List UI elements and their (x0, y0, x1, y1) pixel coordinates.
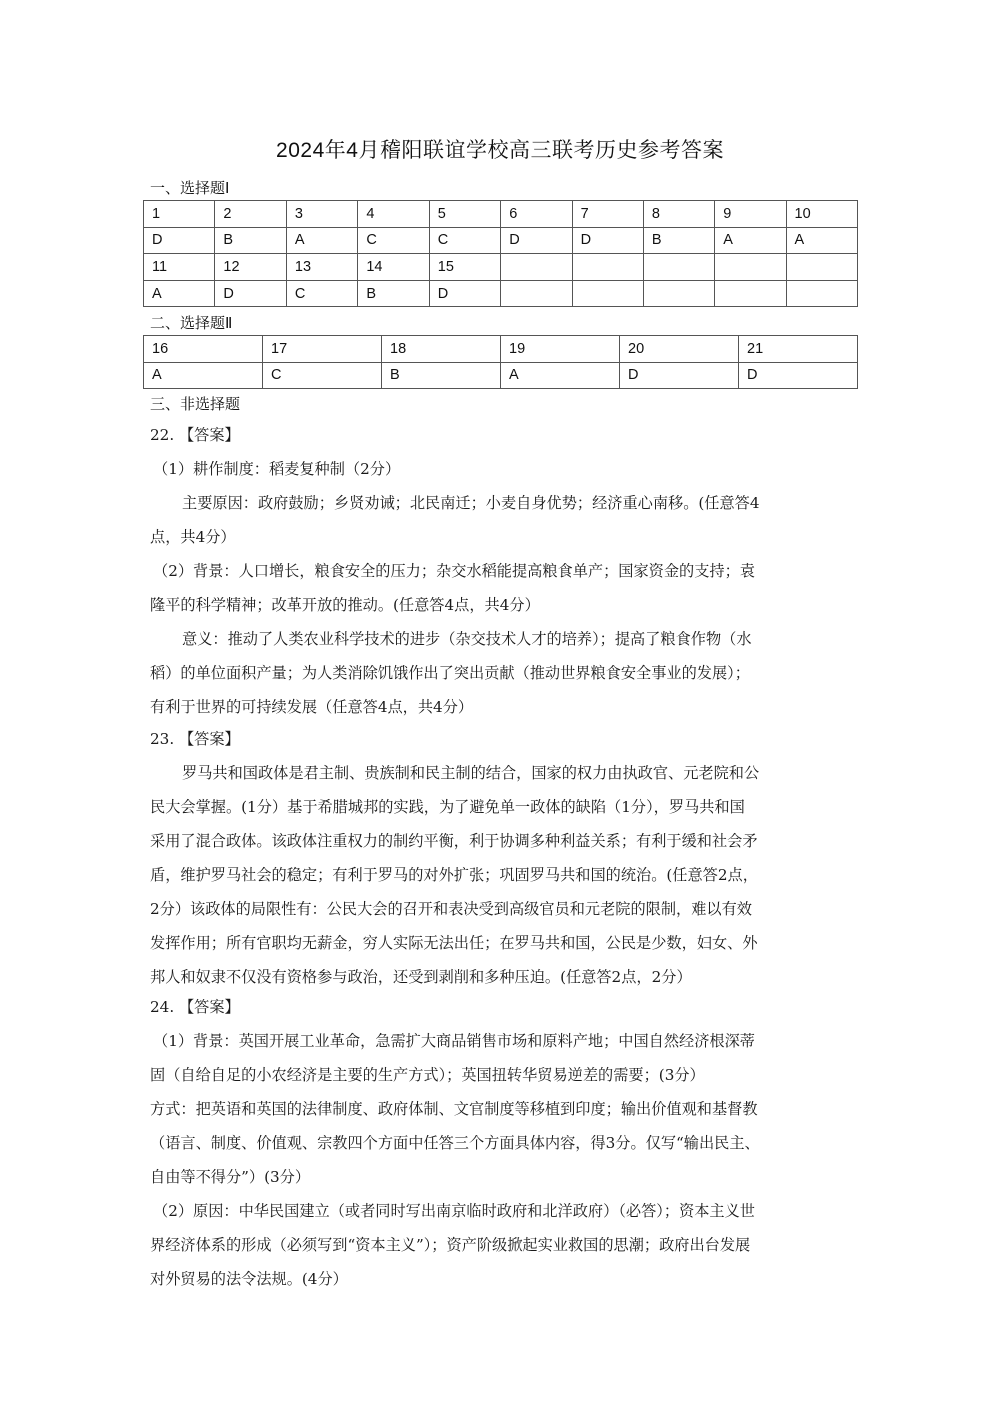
answer-cell (643, 280, 714, 307)
answer-cell: D (501, 227, 572, 254)
answer-cell (786, 280, 857, 307)
question-number-cell: 10 (786, 201, 857, 228)
answer-cell: D (620, 362, 739, 389)
question-number-cell (786, 254, 857, 281)
answer-cell: C (358, 227, 429, 254)
section-heading-non-choice: 三、非选择题 (150, 395, 241, 413)
answer-line: 采用了混合政体。该政体注重权力的制约平衡，利于协调多种利益关系；有利于缓和社会矛 (150, 832, 758, 850)
answer-cell: A (286, 227, 357, 254)
question-number-cell: 18 (382, 336, 501, 363)
answer-cell: C (263, 362, 382, 389)
question-number-cell (572, 254, 643, 281)
question-22-label: 22. 【答案】 (150, 426, 240, 444)
answer-line: 主要原因：政府鼓励；乡贤劝诫；北民南迁；小麦自身优势；经济重心南移。(任意答4 (182, 494, 760, 512)
answer-table-choice-2 (143, 335, 858, 389)
answer-line: （1）耕作制度：稻麦复种制（2分） (153, 460, 401, 478)
question-number-cell: 9 (715, 201, 786, 228)
question-23-label: 23. 【答案】 (150, 730, 240, 748)
answer-row (144, 280, 858, 307)
question-number-cell: 16 (144, 336, 263, 363)
answer-row (144, 362, 858, 389)
answer-line: 有利于世界的可持续发展（任意答4点，共4分） (150, 698, 474, 716)
question-number-cell: 4 (358, 201, 429, 228)
answer-line: 自由等不得分”）(3分） (150, 1168, 311, 1186)
section-heading-choice-2: 二、选择题Ⅱ (150, 314, 233, 332)
answer-cell: A (501, 362, 620, 389)
answer-cell: B (358, 280, 429, 307)
answer-line: 罗马共和国政体是君主制、贵族制和民主制的结合，国家的权力由执政官、元老院和公 (182, 764, 760, 782)
question-number-cell: 8 (643, 201, 714, 228)
answer-line: 意义：推动了人类农业科学技术的进步（杂交技术人才的培养）；提高了粮食作物（水 (182, 630, 752, 648)
question-number-cell: 19 (501, 336, 620, 363)
answer-line: 邦人和奴隶不仅没有资格参与政治，还受到剥削和多种压迫。(任意答2点，2分） (150, 968, 692, 986)
question-number-cell: 12 (215, 254, 286, 281)
section-heading-choice-1: 一、选择题Ⅰ (150, 179, 230, 197)
question-number-cell (715, 254, 786, 281)
question-22 (150, 418, 862, 724)
answer-line: 2分）该政体的局限性有：公民大会的召开和表决受到高级官员和元老院的限制，难以有效 (150, 900, 752, 918)
answer-line: 发挥作用；所有官职均无薪金，穷人实际无法出任；在罗马共和国，公民是少数，妇女、外 (150, 934, 758, 952)
question-number-cell: 17 (263, 336, 382, 363)
answer-line: 民大会掌握。(1分）基于希腊城邦的实践，为了避免单一政体的缺陷（1分），罗马共和国 (150, 798, 745, 816)
answer-cell: B (215, 227, 286, 254)
answer-line: 对外贸易的法令法规。(4分） (150, 1270, 348, 1288)
question-number-cell: 3 (286, 201, 357, 228)
answer-line: 稻）的单位面积产量；为人类消除饥饿作出了突出贡献（推动世界粮食安全事业的发展）； (150, 664, 750, 682)
answer-cell (715, 280, 786, 307)
answer-cell: B (382, 362, 501, 389)
answer-row (144, 227, 858, 254)
answer-line: 方式：把英语和英国的法律制度、政府体制、文官制度等移植到印度；输出价值观和基督教 (150, 1100, 758, 1118)
answer-line: （语言、制度、价值观、宗教四个方面中任答三个方面具体内容，得3分。仅写“输出民主、 (150, 1134, 760, 1152)
question-number-row (144, 336, 858, 363)
question-number-cell: 1 (144, 201, 215, 228)
answer-cell: A (786, 227, 857, 254)
answer-line: （2）背景：人口增长，粮食安全的压力；杂交水稻能提高粮食单产；国家资金的支持；袁 (153, 562, 755, 580)
answer-cell: A (715, 227, 786, 254)
answer-cell: D (739, 362, 858, 389)
page-title: 2024年4月稽阳联谊学校高三联考历史参考答案 (276, 139, 724, 162)
question-number-cell (501, 254, 572, 281)
answer-line: 盾，维护罗马社会的稳定；有利于罗马的对外扩张；巩固罗马共和国的统治。(任意答2点， (150, 866, 758, 884)
answer-line: 固（自给自足的小农经济是主要的生产方式）；英国扭转华贸易逆差的需要；(3分） (150, 1066, 705, 1084)
question-number-cell: 15 (429, 254, 500, 281)
answer-table-choice-1 (143, 200, 858, 307)
question-24 (150, 990, 862, 1296)
answer-cell: D (572, 227, 643, 254)
question-number-cell: 21 (739, 336, 858, 363)
answer-cell: D (429, 280, 500, 307)
question-number-cell: 20 (620, 336, 739, 363)
question-23 (150, 722, 862, 994)
answer-line: 界经济体系的形成（必须写到“资本主义”）；资产阶级掀起实业救国的思潮；政府出台发展 (150, 1236, 751, 1254)
answer-cell: C (286, 280, 357, 307)
answer-line: （1）背景：英国开展工业革命，急需扩大商品销售市场和原料产地；中国自然经济根深蒂 (153, 1032, 755, 1050)
answer-cell: C (429, 227, 500, 254)
answer-cell: A (144, 280, 215, 307)
answer-line: 点，共4分） (150, 528, 236, 546)
question-number-cell: 11 (144, 254, 215, 281)
question-number-cell: 2 (215, 201, 286, 228)
question-number-cell (643, 254, 714, 281)
question-number-row (144, 254, 858, 281)
answer-cell: D (144, 227, 215, 254)
answer-cell: A (144, 362, 263, 389)
question-number-row (144, 201, 858, 228)
question-number-cell: 14 (358, 254, 429, 281)
question-number-cell: 5 (429, 201, 500, 228)
answer-cell: D (215, 280, 286, 307)
question-number-cell: 6 (501, 201, 572, 228)
question-24-label: 24. 【答案】 (150, 998, 240, 1016)
answer-line: 隆平的科学精神；改革开放的推动。(任意答4点，共4分） (150, 596, 540, 614)
answer-cell (572, 280, 643, 307)
answer-line: （2）原因：中华民国建立（或者同时写出南京临时政府和北洋政府）（必答）；资本主义世 (153, 1202, 755, 1220)
answer-cell (501, 280, 572, 307)
question-number-cell: 7 (572, 201, 643, 228)
answer-cell: B (643, 227, 714, 254)
question-number-cell: 13 (286, 254, 357, 281)
